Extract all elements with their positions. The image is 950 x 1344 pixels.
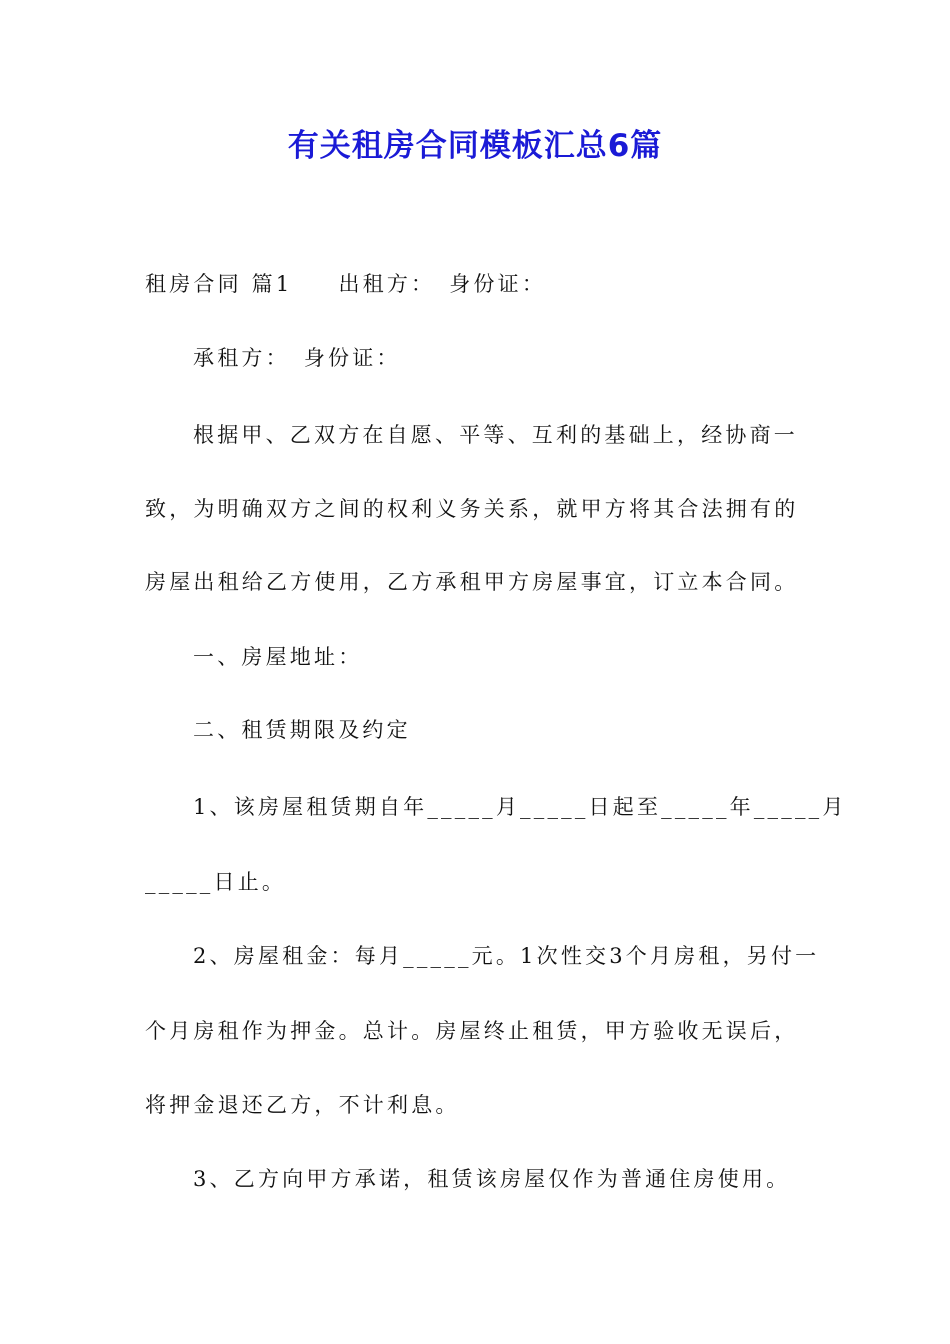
clause-line: 1、该房屋租赁期自年_____月_____日起至_____年_____月 (193, 795, 847, 819)
section-heading: 二、租赁期限及约定 (193, 718, 411, 742)
contract-header-line (145, 272, 815, 297)
clause-line: 3、乙方向甲方承诺，租赁该房屋仅作为普通住房使用。 (193, 1167, 791, 1191)
tenant-id-label: 身份证： (303, 346, 401, 370)
landlord-id-label: 身份证： (449, 272, 547, 296)
part-label: 租房合同 篇1 (145, 272, 293, 296)
tenant-line (193, 346, 863, 371)
paragraph-line: 根据甲、乙双方在自愿、平等、互利的基础上，经协商一 (193, 423, 798, 447)
section-heading: 一、房屋地址： (193, 645, 363, 669)
landlord-label: 出租方： (338, 272, 436, 296)
clause-line: 2、房屋租金：每月_____元。1次性交3个月房租，另付一 (193, 944, 820, 968)
tenant-label: 承租方： (193, 346, 290, 370)
clause-line: 将押金退还乙方，不计利息。 (145, 1093, 460, 1117)
paragraph-line: 房屋出租给乙方使用，乙方承租甲方房屋事宜，订立本合同。 (145, 570, 799, 594)
paragraph-line: 致，为明确双方之间的权利义务关系，就甲方将其合法拥有的 (145, 497, 799, 521)
document-title: 有关租房合同模板汇总6篇 (287, 128, 663, 164)
clause-line: _____日止。 (145, 870, 287, 894)
clause-line: 个月房租作为押金。总计。房屋终止租赁，甲方验收无误后， (145, 1019, 799, 1043)
